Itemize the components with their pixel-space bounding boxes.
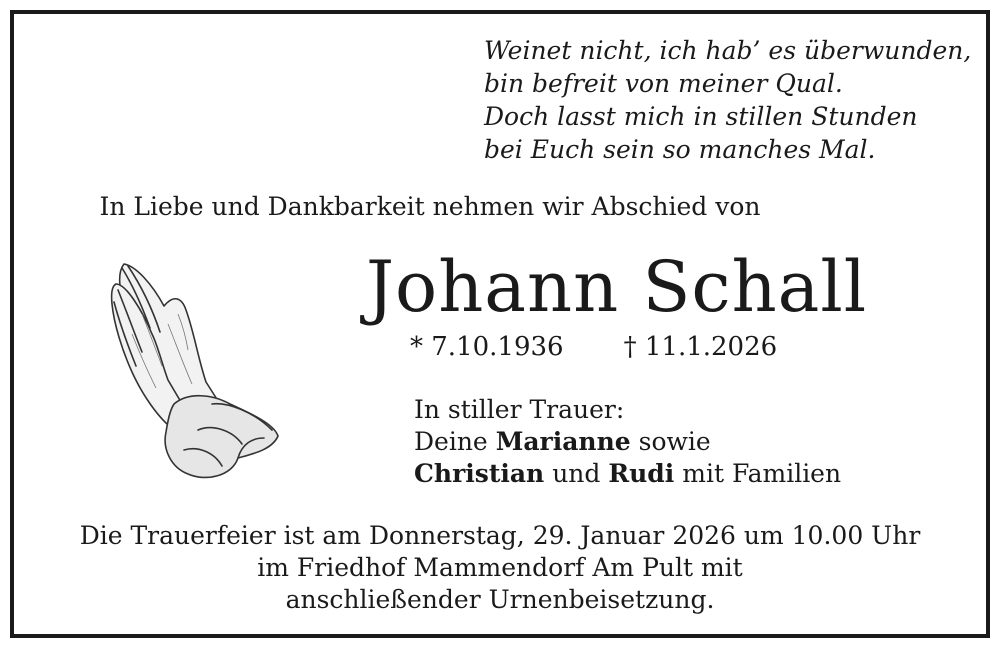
ceremony-info [14, 520, 986, 616]
praying-hands-icon [102, 254, 282, 484]
poem-line: Doch lasst mich in stillen Stunden [484, 102, 918, 131]
mourners-text: Deine [414, 427, 496, 456]
intro-text: In Liebe und Dankbarkeit nehmen wir Abschied von [99, 192, 761, 221]
mourners-heading: In stiller Trauer: [414, 395, 625, 424]
poem-line: bin befreit von meiner Qual. [484, 69, 843, 98]
mourners-text: sowie [630, 427, 711, 456]
poem [484, 34, 971, 166]
mourners-text: und [544, 459, 609, 488]
death-date: † 11.1.2026 [623, 332, 778, 362]
ceremony-line: im Friedhof Mammendorf Am Pult mit [257, 553, 743, 582]
mourner-name: Marianne [495, 427, 631, 456]
mourners-line [414, 426, 841, 458]
deceased-name: Johann Schall [366, 246, 868, 328]
poem-line: bei Euch sein so manches Mal. [484, 135, 876, 164]
mourners-text: mit Familien [674, 459, 842, 488]
mourners [414, 394, 841, 490]
mourner-name: Christian [414, 459, 545, 488]
poem-line: Weinet nicht, ich hab’ es überwunden, [484, 36, 972, 65]
ceremony-line: Die Trauerfeier ist am Donnerstag, 29. Januar 2026 um 10.00 Uhr [79, 521, 921, 550]
ceremony-line: anschließender Urnenbeisetzung. [285, 585, 715, 614]
life-dates [410, 330, 777, 364]
mourner-name: Rudi [608, 459, 675, 488]
obituary-notice [10, 10, 990, 638]
birth-date: * 7.10.1936 [410, 332, 564, 362]
mourners-line [414, 458, 841, 490]
